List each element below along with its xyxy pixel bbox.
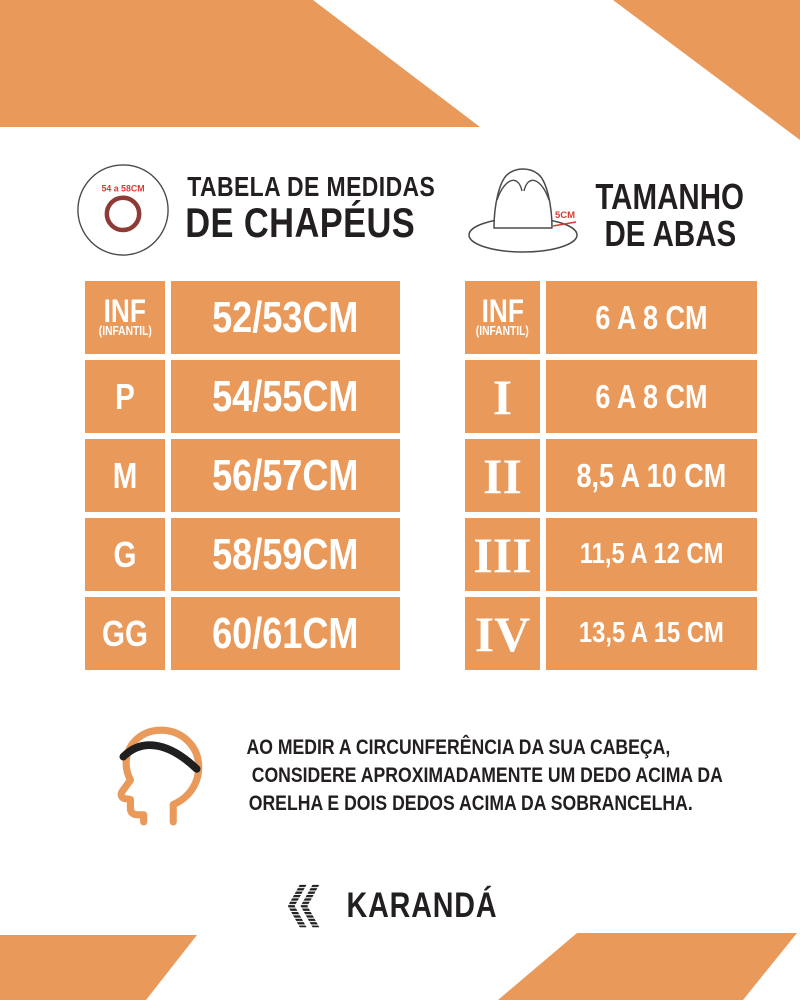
brim-sizes-title-line2: DE ABAS [604, 213, 736, 254]
table-row-brim-value: 6 A 8 CM [546, 281, 757, 354]
hat-sizes-title-line2: DE CHAPÉUS [185, 199, 416, 246]
karanda-logo-icon [287, 884, 321, 928]
measuring-instructions [200, 733, 723, 817]
note-line-2: CONSIDERE APROXIMADAMENTE UM DEDO ACIMA DA [251, 763, 723, 787]
table-row-brim-value: 11,5 A 12 CM [546, 518, 757, 591]
deco-top-left [0, 0, 480, 127]
table-row-brim-label: I [465, 360, 540, 433]
hat-sizes-title-line1: TABELA DE MEDIDAS [187, 171, 436, 202]
table-row-size-label: INF (INFANTIL) [85, 281, 165, 354]
brim-sizes-table [465, 281, 757, 670]
table-row-brim-value: 6 A 8 CM [546, 360, 757, 433]
table-row-brim-label: INF (INFANTIL) [465, 281, 540, 354]
table-row-size-value: 56/57CM [171, 439, 400, 512]
hat-front-view-icon [466, 160, 586, 258]
hat-sizes-title [160, 171, 436, 246]
table-row-brim-value: 13,5 A 15 CM [546, 597, 757, 670]
hat-sizes-table [85, 281, 400, 670]
table-row-size-label: P [85, 360, 165, 433]
brim-sizes-title [572, 178, 768, 252]
deco-bottom-right [498, 933, 797, 1000]
brim-width-label: 5CM [554, 210, 576, 221]
table-row-brim-label: IV [465, 597, 540, 670]
brand-lockup [0, 884, 800, 928]
table-row-brim-label: III [465, 518, 540, 591]
table-row-size-label: G [85, 518, 165, 591]
table-row-size-value: 54/55CM [171, 360, 400, 433]
note-line-1: AO MEDIR A CIRCUNFERÊNCIA DA SUA CABEÇA, [246, 735, 671, 759]
deco-top-right [613, 0, 800, 140]
brand-name: KARANDÁ [346, 886, 497, 925]
table-row-brim-value: 8,5 A 10 CM [546, 439, 757, 512]
table-row-size-label: M [85, 439, 165, 512]
hat-top-view-icon [74, 158, 172, 258]
table-row-brim-label: II [465, 439, 540, 512]
deco-bottom-left [0, 935, 197, 1000]
table-row-size-value: 52/53CM [171, 281, 400, 354]
table-row-size-value: 60/61CM [171, 597, 400, 670]
note-line-3: ORELHA E DOIS DEDOS ACIMA DA SOBRANCELHA. [248, 791, 693, 815]
head-circumference-label: 54 a 58CM [101, 183, 145, 194]
table-row-size-label: GG [85, 597, 165, 670]
brim-sizes-title-line1: TAMANHO [595, 176, 745, 217]
table-row-size-value: 58/59CM [171, 518, 400, 591]
head-measure-icon [110, 720, 212, 826]
